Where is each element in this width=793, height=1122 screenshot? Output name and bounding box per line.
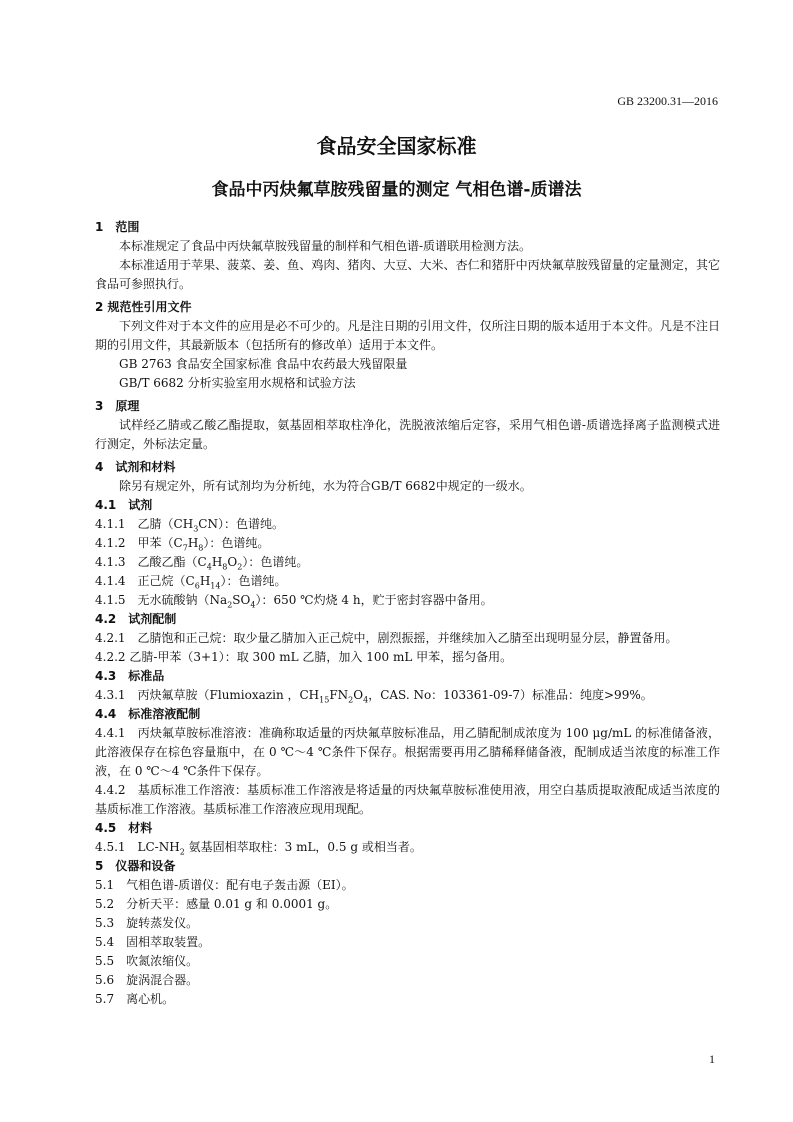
clause-item: 4.1.3 乙酸乙酯$(C_4H_8O_2)$：色谱纯。 [95, 555, 309, 572]
clause-item: 4.4.1 丙炔氟草胺标准溶液：准确称取适量的丙炔氟草胺标准品，用乙腈配制成浓度为 100 μg/mL 的标准储备液，此溶液保存在棕色容量瓶中，在 0 ℃～4 ℃条件下保存。根据需要再用乙腈稀释储备液，配制成适当浓度的标准工作液，在 0 ℃～4 ℃条件下保存。 [95, 726, 720, 778]
clause-item: 4.1.1 乙腈$(CH_3CN)$：色谱纯。 [95, 517, 284, 534]
subsection-heading: 4.5 材料 [95, 821, 153, 835]
clause-item: 5.1 气相色谱-质谱仪：配有电子轰击源（EI）。 [95, 878, 354, 892]
clause-item: 4.1.5 无水硫酸钠$(Na_2SO_4)$：650 ℃灼烧 4 h，贮于密封容器中备用。 [95, 593, 493, 610]
paragraph: 试样经乙腈或乙酸乙酯提取，氨基固相萃取柱净化，洗脱液浓缩后定容，采用气相色谱-质谱选择离子监测模式进行测定，外标法定量。 [95, 418, 720, 451]
clause-item: 5.4 固相萃取装置。 [95, 935, 211, 949]
section-heading-reagents: 4 试剂和材料 [95, 460, 176, 474]
clause-item: 5.7 离心机。 [95, 992, 175, 1006]
reference-item: GB/T 6682 分析实验室用水规格和试验方法 [119, 376, 356, 390]
paragraph: 本标准适用于苹果、菠菜、姜、鱼、鸡肉、猪肉、大豆、大米、杏仁和猪肝中丙炔氟草胺残留量的定量测定，其它食品可参照执行。 [95, 258, 720, 291]
document-title: 食品安全国家标准 [316, 134, 477, 158]
clause-item: 4.2.1 乙腈饱和正己烷：取少量乙腈加入正己烷中，剧烈振摇，并继续加入乙腈至出现明显分层，静置备用。 [95, 631, 678, 645]
subsection-heading: 4.4 标准溶液配制 [95, 707, 201, 721]
reference-item: GB 2763 食品安全国家标准 食品中农药最大残留限量 [119, 357, 408, 371]
page-number: 1 [709, 1052, 715, 1066]
section-heading-scope: 1 范围 [95, 220, 140, 234]
paragraph: 除另有规定外，所有试剂均为分析纯，水为符合GB/T 6682中规定的一级水。 [119, 479, 532, 493]
subsection-heading: 4.2 试剂配制 [95, 612, 177, 626]
subsection-heading: 4.3 标准品 [95, 669, 165, 683]
section-heading-references: 2 规范性引用文件 [95, 300, 192, 314]
section-heading-principle: 3 原理 [95, 399, 140, 413]
standard-number: GB 23200.31—2016 [617, 94, 718, 108]
clause-item: 5.6 旋涡混合器。 [95, 973, 199, 987]
clause-item: 4.1.4 正己烷$(C_6H_{14})$：色谱纯。 [95, 574, 287, 591]
section-heading-apparatus: 5 仪器和设备 [95, 859, 176, 873]
clause-item: 4.3.1 丙炔氟草胺（Flumioxazin ，$CH_{15}FN_2O_4$，CAS. No：103361-09-7）标准品：纯度>99%。 [95, 688, 653, 705]
paragraph: 下列文件对于本文件的应用是必不可少的。凡是注日期的引用文件，仅所注日期的版本适用于本文件。凡是不注日期的引用文件，其最新版本（包括所有的修改单）适用于本文件。 [95, 319, 720, 352]
document-subtitle: 食品中丙炔氟草胺残留量的测定 气相色谱-质谱法 [211, 180, 582, 200]
clause-item: 4.5.1 $LC-NH_2$ 氨基固相萃取柱：3 mL，0.5 g 或相当者。 [95, 840, 422, 857]
clause-item: 5.2 分析天平：感量 0.01 g 和 0.0001 g。 [95, 897, 338, 911]
clause-item: 4.2.2 乙腈-甲苯（3+1）：取 300 mL 乙腈，加入 100 mL 甲苯，摇匀备用。 [95, 650, 513, 664]
clause-item: 4.4.2 基质标准工作溶液：基质标准工作溶液是将适量的丙炔氟草胺标准使用液，用空白基质提取液配成适当浓度的基质标准工作溶液。基质标准工作溶液应现用现配。 [95, 783, 720, 816]
document-body [95, 218, 720, 1009]
paragraph: 本标准规定了食品中丙炔氟草胺残留量的制样和气相色谱-质谱联用检测方法。 [119, 239, 532, 253]
clause-item: 4.1.2 甲苯$(C_7H_8)$：色谱纯。 [95, 536, 270, 553]
clause-item: 5.5 吹氮浓缩仪。 [95, 954, 199, 968]
clause-item: 5.3 旋转蒸发仪。 [95, 916, 199, 930]
subsection-heading: 4.1 试剂 [95, 498, 153, 512]
